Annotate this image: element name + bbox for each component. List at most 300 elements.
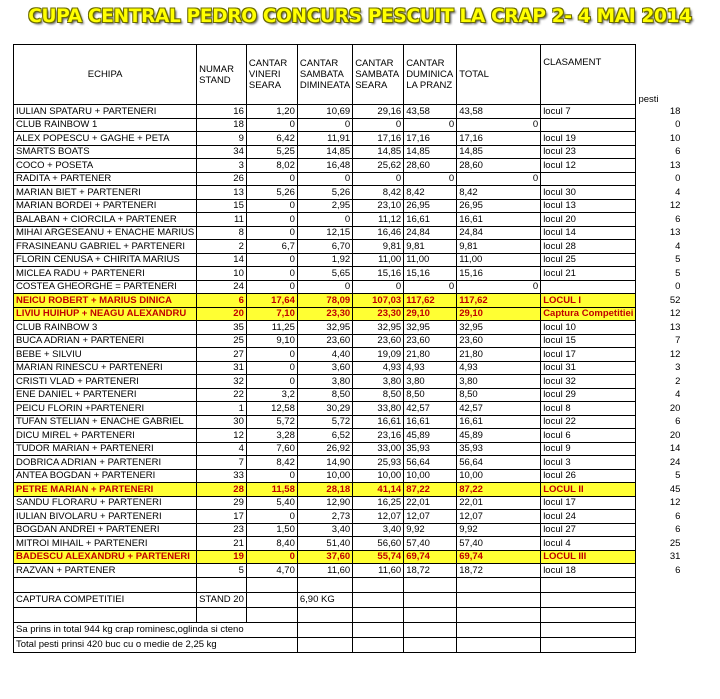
weight-sambata-dimineata: 6,70 xyxy=(297,240,352,254)
table-row xyxy=(14,159,681,173)
weight-duminica: 8,42 xyxy=(404,186,457,200)
table-row xyxy=(14,226,681,240)
fish-count: 5 xyxy=(675,470,681,481)
weight-duminica: 8,50 xyxy=(404,388,457,402)
weight-sambata-seara: 56,60 xyxy=(353,537,404,551)
captura-row xyxy=(14,592,681,607)
weight-duminica: 9,92 xyxy=(404,523,457,537)
weight-duminica: 87,22 xyxy=(404,483,457,497)
weight-duminica: 45,89 xyxy=(404,429,457,443)
rank: locul 31 xyxy=(541,361,636,375)
rank: locul 18 xyxy=(541,564,636,578)
weight-vineri: 3,2 xyxy=(246,388,297,402)
weight-duminica: 57,40 xyxy=(404,537,457,551)
table-row xyxy=(14,496,681,510)
fish-count: 12 xyxy=(636,307,681,321)
weight-sambata-seara: 107,03 xyxy=(353,294,404,308)
summary-note: Total pesti prinsi 420 buc cu o medie de 2,25 kg xyxy=(14,637,298,652)
weight-vineri: 7,10 xyxy=(246,307,297,321)
empty-cell xyxy=(297,637,352,652)
team-name: SMARTS BOATS xyxy=(14,145,197,159)
weight-sambata-dimineata: 14,90 xyxy=(297,456,352,470)
empty-cell xyxy=(636,637,681,652)
empty-cell xyxy=(353,637,404,652)
stand-number: 8 xyxy=(197,226,247,240)
fish-count: 12 xyxy=(669,348,681,360)
weight-duminica: 117,62 xyxy=(404,294,457,308)
team-name: BUCA ADRIAN + PARTENERI xyxy=(14,334,197,348)
stand-number: 35 xyxy=(197,321,247,335)
weight-vineri: 0 xyxy=(246,280,297,294)
table-row xyxy=(14,213,681,227)
total-weight: 8,50 xyxy=(457,388,541,402)
stand-number: 33 xyxy=(197,469,247,483)
weight-duminica: 17,16 xyxy=(404,132,457,146)
fish-count: 6 xyxy=(675,564,681,576)
weight-vineri: 0 xyxy=(246,550,297,564)
table-row xyxy=(14,321,681,335)
team-name: BADESCU ALEXANDRU + PARTENERI xyxy=(14,550,197,564)
empty-cell xyxy=(297,622,352,637)
weight-sambata-dimineata: 37,60 xyxy=(297,550,352,564)
total-weight: 16,61 xyxy=(457,213,541,227)
team-name: FRASINEANU GABRIEL + PARTENERI xyxy=(14,240,197,254)
weight-sambata-seara: 17,16 xyxy=(353,132,404,146)
rank: locul 29 xyxy=(541,388,636,402)
stand-number: 4 xyxy=(197,442,247,456)
fish-count: 13 xyxy=(669,321,681,333)
weight-sambata-seara: 23,10 xyxy=(353,199,404,213)
rank: locul 25 xyxy=(541,253,636,267)
fish-count: 20 xyxy=(669,429,681,441)
weight-duminica: 9,81 xyxy=(404,240,457,254)
total-weight: 8,42 xyxy=(457,186,541,200)
stand-number: 16 xyxy=(197,105,247,119)
weight-duminica: 24,84 xyxy=(404,226,457,240)
fish-count: 6 xyxy=(675,146,681,157)
rank xyxy=(541,118,636,132)
empty-cell xyxy=(246,592,297,607)
weight-duminica: 4,93 xyxy=(404,361,457,375)
team-name: IULIAN BIVOLARU + PARTENERI xyxy=(14,510,197,524)
rank: locul 7 xyxy=(541,105,636,119)
total-weight: 28,60 xyxy=(457,159,541,173)
weight-sambata-seara: 23,16 xyxy=(353,429,404,443)
table-row xyxy=(14,469,681,483)
weight-sambata-seara: 11,60 xyxy=(353,564,404,578)
team-name: RADITA + PARTENER xyxy=(14,172,197,186)
table-row xyxy=(14,172,681,186)
weight-sambata-dimineata: 5,26 xyxy=(297,186,352,200)
weight-duminica: 11,00 xyxy=(404,253,457,267)
table-row xyxy=(14,240,681,254)
weight-duminica: 16,61 xyxy=(404,213,457,227)
table-row xyxy=(14,307,681,321)
weight-duminica: 28,60 xyxy=(404,159,457,173)
weight-duminica: 18,72 xyxy=(404,564,457,578)
spacer-row xyxy=(14,607,681,622)
weight-sambata-seara: 10,00 xyxy=(353,469,404,483)
header-vineri: CANTAR VINERI SEARA xyxy=(246,45,297,105)
table-row xyxy=(14,145,681,159)
weight-sambata-dimineata: 2,73 xyxy=(297,510,352,524)
weight-sambata-dimineata: 51,40 xyxy=(297,537,352,551)
rank: locul 27 xyxy=(541,523,636,537)
empty-cell xyxy=(353,577,404,592)
stand-number: 11 xyxy=(197,213,247,227)
total-weight: 18,72 xyxy=(457,564,541,578)
weight-sambata-dimineata: 12,15 xyxy=(297,226,352,240)
total-weight: 43,58 xyxy=(457,105,541,119)
weight-sambata-dimineata: 5,72 xyxy=(297,415,352,429)
stand-number: 21 xyxy=(197,537,247,551)
fish-count: 0 xyxy=(675,173,681,184)
weight-sambata-seara: 15,16 xyxy=(353,267,404,281)
weight-vineri: 0 xyxy=(246,226,297,240)
empty-cell xyxy=(197,607,247,622)
team-name: COSTEA GHEORGHE = PARTENERI xyxy=(14,280,197,294)
fish-count: 5 xyxy=(675,267,681,279)
total-weight: 24,84 xyxy=(457,226,541,240)
total-weight: 0 xyxy=(457,172,541,186)
empty-cell xyxy=(353,592,404,607)
captura-stand: STAND 20 xyxy=(197,592,247,607)
stand-number: 24 xyxy=(197,280,247,294)
table-row xyxy=(14,429,681,443)
rank: LOCUL III xyxy=(541,550,636,564)
rank: locul 28 xyxy=(541,240,636,254)
summary-note: Sa prins in total 944 kg crap rominesc,oglinda si cteno xyxy=(14,622,298,637)
rank: locul 12 xyxy=(541,159,636,173)
stand-number: 1 xyxy=(197,402,247,416)
weight-sambata-seara: 8,50 xyxy=(353,388,404,402)
team-name: MITROI MIHAIL + PARTENERI xyxy=(14,537,197,551)
empty-cell xyxy=(457,577,541,592)
fish-count: 4 xyxy=(675,186,681,198)
weight-vineri: 0 xyxy=(246,172,297,186)
weight-duminica: 22,01 xyxy=(404,496,457,510)
weight-vineri: 0 xyxy=(246,213,297,227)
weight-sambata-dimineata: 78,09 xyxy=(297,294,352,308)
fish-count: 6 xyxy=(675,510,681,522)
weight-vineri: 12,58 xyxy=(246,402,297,416)
empty-cell xyxy=(14,577,197,592)
page-title: CUPA CENTRAL PEDRO CONCURS PESCUIT LA CRAP 2- 4 MAI 2014 xyxy=(28,6,692,27)
total-weight: 15,16 xyxy=(457,267,541,281)
weight-vineri: 5,26 xyxy=(246,186,297,200)
team-name: MIHAI ARGESEANU + ENACHE MARIUS xyxy=(14,226,197,240)
fish-count: 45 xyxy=(636,483,681,497)
stand-number: 25 xyxy=(197,334,247,348)
weight-vineri: 11,25 xyxy=(246,321,297,335)
fish-count: 18 xyxy=(669,105,681,117)
weight-vineri: 3,28 xyxy=(246,429,297,443)
table-row xyxy=(14,402,681,416)
team-name: NEICU ROBERT + MARIUS DINICA xyxy=(14,294,197,308)
header-echipa: ECHIPA xyxy=(14,45,197,105)
team-name: CRISTI VLAD + PARTENERI xyxy=(14,375,197,389)
total-weight: 4,93 xyxy=(457,361,541,375)
fish-count: 52 xyxy=(636,294,681,308)
weight-sambata-dimineata: 0 xyxy=(297,213,352,227)
rank: LOCUL I xyxy=(541,294,636,308)
rank: locul 19 xyxy=(541,132,636,146)
team-name: ANTEA BOGDAN + PARTENERI xyxy=(14,469,197,483)
rank: locul 26 xyxy=(541,469,636,483)
team-name: FLORIN CENUSA + CHIRITA MARIUS xyxy=(14,253,197,267)
fish-count: 6 xyxy=(675,213,681,225)
weight-sambata-seara: 0 xyxy=(353,118,404,132)
total-weight: 16,61 xyxy=(457,415,541,429)
weight-duminica: 14,85 xyxy=(404,145,457,159)
fish-count: 13 xyxy=(669,227,681,238)
rank: locul 4 xyxy=(541,537,636,551)
fish-count: 13 xyxy=(669,159,681,171)
empty-cell xyxy=(404,637,457,652)
total-weight: 21,80 xyxy=(457,348,541,362)
weight-vineri: 0 xyxy=(246,199,297,213)
total-weight: 57,40 xyxy=(457,537,541,551)
total-weight: 56,64 xyxy=(457,456,541,470)
rank: locul 10 xyxy=(541,321,636,335)
header-stand: NUMAR STAND xyxy=(197,45,247,105)
weight-sambata-seara: 25,62 xyxy=(353,159,404,173)
table-row xyxy=(14,348,681,362)
empty-cell xyxy=(297,577,352,592)
fish-count: 12 xyxy=(669,497,681,508)
results-table xyxy=(13,44,681,653)
weight-sambata-seara: 32,95 xyxy=(353,321,404,335)
table-row xyxy=(14,550,681,564)
empty-cell xyxy=(541,637,636,652)
empty-cell xyxy=(541,592,636,607)
total-weight: 32,95 xyxy=(457,321,541,335)
rank: locul 8 xyxy=(541,402,636,416)
note-row xyxy=(14,637,681,652)
weight-sambata-dimineata: 28,18 xyxy=(297,483,352,497)
team-name: BEBE + SILVIU xyxy=(14,348,197,362)
table-row xyxy=(14,186,681,200)
weight-vineri: 7,60 xyxy=(246,442,297,456)
weight-sambata-dimineata: 23,30 xyxy=(297,307,352,321)
weight-duminica: 56,64 xyxy=(404,456,457,470)
spacer-row xyxy=(14,577,681,592)
weight-sambata-seara: 11,12 xyxy=(353,213,404,227)
fish-count: 7 xyxy=(675,335,681,346)
weight-sambata-dimineata: 0 xyxy=(297,280,352,294)
captura-label: CAPTURA COMPETITIEI xyxy=(14,592,197,607)
empty-cell xyxy=(246,577,297,592)
rank: locul 15 xyxy=(541,334,636,348)
weight-duminica: 16,61 xyxy=(404,415,457,429)
weight-sambata-dimineata: 3,40 xyxy=(297,523,352,537)
stand-number: 34 xyxy=(197,145,247,159)
empty-cell xyxy=(404,622,457,637)
weight-duminica: 29,10 xyxy=(404,307,457,321)
total-weight: 3,80 xyxy=(457,375,541,389)
stand-number: 23 xyxy=(197,523,247,537)
empty-cell xyxy=(353,622,404,637)
table-row xyxy=(14,388,681,402)
team-name: MARIAN RINESCU + PARTENERI xyxy=(14,361,197,375)
weight-sambata-seara: 33,00 xyxy=(353,442,404,456)
weight-duminica: 3,80 xyxy=(404,375,457,389)
total-weight: 23,60 xyxy=(457,334,541,348)
header-clasament: CLASAMENT xyxy=(541,45,636,105)
empty-cell xyxy=(246,607,297,622)
team-name: MARIAN BORDEI + PARTENERI xyxy=(14,199,197,213)
team-name: COCO + POSETA xyxy=(14,159,197,173)
empty-cell xyxy=(297,607,352,622)
weight-sambata-seara: 8,42 xyxy=(353,186,404,200)
weight-sambata-dimineata: 14,85 xyxy=(297,145,352,159)
empty-cell xyxy=(353,607,404,622)
weight-vineri: 0 xyxy=(246,348,297,362)
rank: locul 23 xyxy=(541,145,636,159)
note-row xyxy=(14,622,681,637)
rank: locul 13 xyxy=(541,199,636,213)
fish-count: 4 xyxy=(675,240,681,252)
team-name: MICLEA RADU + PARTENERI xyxy=(14,267,197,281)
weight-sambata-dimineata: 11,60 xyxy=(297,564,352,578)
fish-count: 25 xyxy=(669,537,681,549)
weight-duminica: 0 xyxy=(404,118,457,132)
team-name: IULIAN SPATARU + PARTENERI xyxy=(14,105,197,119)
rank: locul 3 xyxy=(541,456,636,470)
stand-number: 15 xyxy=(197,199,247,213)
weight-sambata-seara: 16,46 xyxy=(353,226,404,240)
total-weight: 0 xyxy=(457,280,541,294)
team-name: RAZVAN + PARTENER xyxy=(14,564,197,578)
team-name: TUFAN STELIAN + ENACHE GABRIEL xyxy=(14,415,197,429)
weight-duminica: 43,58 xyxy=(404,105,457,119)
empty-cell xyxy=(636,577,681,592)
team-name: MARIAN BIET + PARTENERI xyxy=(14,186,197,200)
total-weight: 45,89 xyxy=(457,429,541,443)
rank xyxy=(541,172,636,186)
stand-number: 6 xyxy=(197,294,247,308)
weight-sambata-dimineata: 3,60 xyxy=(297,361,352,375)
rank: locul 32 xyxy=(541,375,636,389)
fish-count: 31 xyxy=(636,550,681,564)
table-row xyxy=(14,253,681,267)
header-sambata-seara: CANTAR SAMBATA SEARA xyxy=(353,45,404,105)
fish-count: 20 xyxy=(669,402,681,414)
table-row xyxy=(14,415,681,429)
empty-cell xyxy=(197,577,247,592)
fish-count: 6 xyxy=(675,416,681,427)
weight-sambata-dimineata: 4,40 xyxy=(297,348,352,362)
weight-sambata-dimineata: 1,92 xyxy=(297,253,352,267)
fish-count: 24 xyxy=(669,456,681,468)
team-name: ALEX POPESCU + GAGHE + PETA xyxy=(14,132,197,146)
total-weight: 117,62 xyxy=(457,294,541,308)
total-weight: 12,07 xyxy=(457,510,541,524)
rank: locul 14 xyxy=(541,226,636,240)
team-name: PEICU FLORIN +PARTENERI xyxy=(14,402,197,416)
total-weight: 69,74 xyxy=(457,550,541,564)
weight-sambata-seara: 16,25 xyxy=(353,496,404,510)
team-name: BOGDAN ANDREI + PARTENERI xyxy=(14,523,197,537)
stand-number: 3 xyxy=(197,159,247,173)
weight-sambata-seara: 25,93 xyxy=(353,456,404,470)
total-weight: 87,22 xyxy=(457,483,541,497)
team-name: TUDOR MARIAN + PARTENERI xyxy=(14,442,197,456)
table-row xyxy=(14,456,681,470)
rank: locul 17 xyxy=(541,496,636,510)
rank: locul 22 xyxy=(541,415,636,429)
stand-number: 26 xyxy=(197,172,247,186)
total-weight: 10,00 xyxy=(457,469,541,483)
total-weight: 17,16 xyxy=(457,132,541,146)
stand-number: 10 xyxy=(197,267,247,281)
team-name: BALABAN + CIORCILA + PARTENER xyxy=(14,213,197,227)
fish-count: 6 xyxy=(675,524,681,535)
weight-sambata-seara: 11,00 xyxy=(353,253,404,267)
weight-duminica: 35,93 xyxy=(404,442,457,456)
empty-cell xyxy=(636,622,681,637)
weight-sambata-dimineata: 32,95 xyxy=(297,321,352,335)
table-row xyxy=(14,118,681,132)
table-row xyxy=(14,523,681,537)
stand-number: 19 xyxy=(197,550,247,564)
fish-count: 5 xyxy=(675,254,681,265)
weight-sambata-dimineata: 10,00 xyxy=(297,469,352,483)
stand-number: 12 xyxy=(197,429,247,443)
empty-cell xyxy=(457,607,541,622)
weight-sambata-seara: 0 xyxy=(353,172,404,186)
weight-duminica: 26,95 xyxy=(404,199,457,213)
stand-number: 13 xyxy=(197,186,247,200)
weight-sambata-dimineata: 16,48 xyxy=(297,159,352,173)
stand-number: 29 xyxy=(197,496,247,510)
weight-sambata-seara: 4,93 xyxy=(353,361,404,375)
team-name: DICU MIREL + PARTENERI xyxy=(14,429,197,443)
rank: locul 24 xyxy=(541,510,636,524)
weight-vineri: 0 xyxy=(246,361,297,375)
empty-cell xyxy=(636,592,681,607)
weight-duminica: 10,00 xyxy=(404,469,457,483)
stand-number: 20 xyxy=(197,307,247,321)
empty-cell xyxy=(404,592,457,607)
weight-vineri: 4,70 xyxy=(246,564,297,578)
weight-sambata-dimineata: 26,92 xyxy=(297,442,352,456)
weight-sambata-seara: 23,30 xyxy=(353,307,404,321)
fish-count: 2 xyxy=(675,375,681,387)
fish-count: 10 xyxy=(669,132,681,144)
weight-sambata-seara: 0 xyxy=(353,280,404,294)
rank: locul 21 xyxy=(541,267,636,281)
table-row xyxy=(14,537,681,551)
table-row xyxy=(14,375,681,389)
weight-sambata-dimineata: 6,52 xyxy=(297,429,352,443)
total-weight: 9,92 xyxy=(457,523,541,537)
weight-sambata-seara: 29,16 xyxy=(353,105,404,119)
rank xyxy=(541,280,636,294)
weight-duminica: 0 xyxy=(404,280,457,294)
team-name: LIVIU HUIHUP + NEAGU ALEXANDRU xyxy=(14,307,197,321)
empty-cell xyxy=(541,577,636,592)
weight-duminica: 0 xyxy=(404,172,457,186)
weight-sambata-dimineata: 30,29 xyxy=(297,402,352,416)
weight-duminica: 32,95 xyxy=(404,321,457,335)
table-row xyxy=(14,442,681,456)
stand-number: 2 xyxy=(197,240,247,254)
total-weight: 29,10 xyxy=(457,307,541,321)
weight-sambata-dimineata: 11,91 xyxy=(297,132,352,146)
empty-cell xyxy=(457,622,541,637)
header-pesti: pesti xyxy=(638,93,659,105)
